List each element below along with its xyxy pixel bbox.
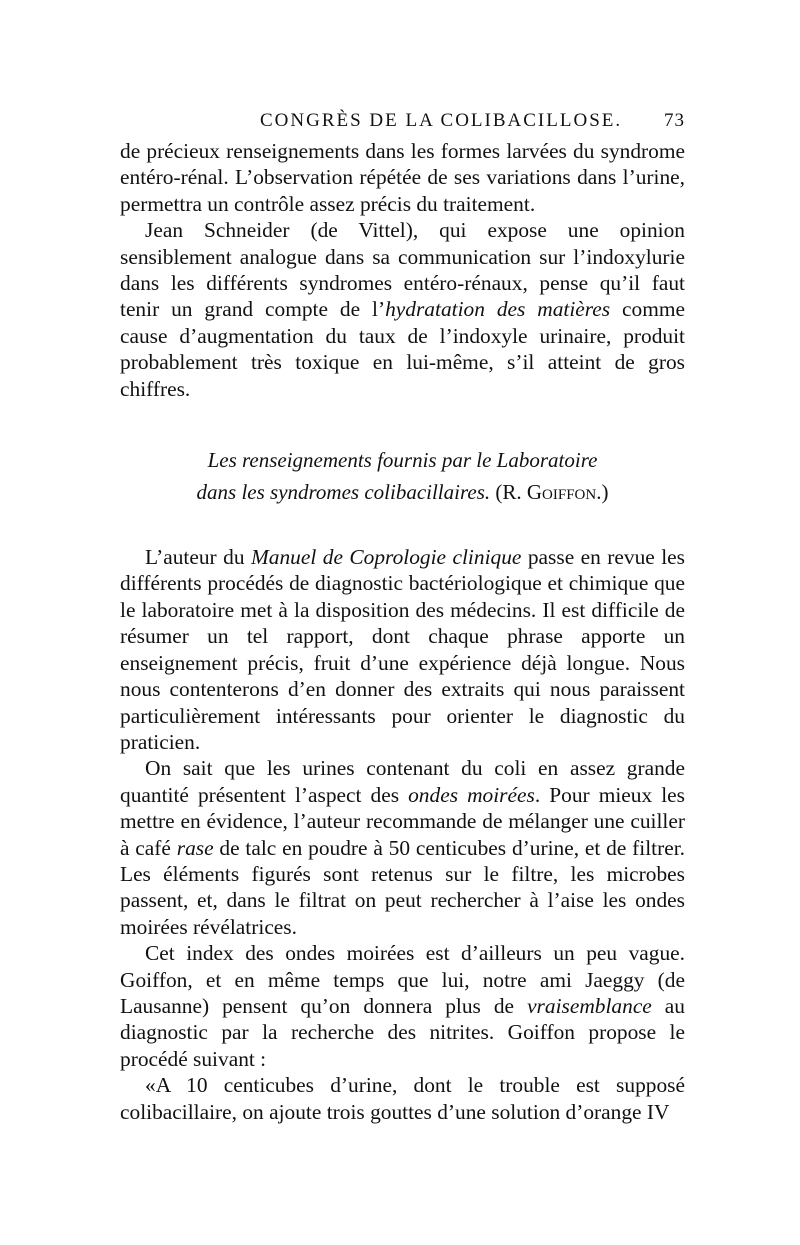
- running-header: [120, 110, 685, 138]
- section-heading-line1: Les renseignements fournis par le Laboratoire: [207, 448, 598, 473]
- running-title: CONGRÈS DE LA COLIBACILLOSE.: [260, 110, 623, 131]
- section-heading-line2: dans les syndromes colibacillaires. (R. Goiffon.): [196, 480, 609, 505]
- emphasis-ondes-moirees: ondes moirées: [408, 782, 535, 807]
- emphasis-rase: rase: [176, 835, 214, 860]
- book-page: [120, 110, 685, 1125]
- paragraph-procedure-quote: «A 10 centicubes d’urine, dont le trouble est supposé colibacillaire, on ajoute trois gouttes d’une solution d’orange IV: [120, 1073, 685, 1124]
- paragraph-continuation: de précieux renseignements dans les formes larvées du syndrome entéro-rénal. L’observation répétée de ses variations dans l’urine, permettra un contrôle assez précis du traitement.: [120, 139, 685, 216]
- section-author: (R. Goiffon.): [490, 480, 609, 505]
- emphasis-hydratation: hydratation des matières: [385, 297, 611, 322]
- paragraph-manuel: L’auteur du Manuel de Coprologie clinique passe en revue les différents procédés de diagnostic bactériologique et chimique que le laboratoire met à la disposition des médecins. Il est difficile de résumer un tel rapport, dont chaque phrase apporte un enseignement précis, fruit d’une expérience déjà longue. Nous nous contenterons d’en donner des extraits qui nous paraissent particulièrement intéressants pour orienter le diagnostic du praticien.: [120, 545, 685, 754]
- emphasis-vraisemblance: vraisemblance: [527, 993, 652, 1018]
- paragraph-ondes-moirees: On sait que les urines contenant du coli en assez grande quantité présentent l’aspect des ondes moirées. Pour mieux les mettre en évidence, l’auteur recommande de mélanger une cuiller à café rase de talc en poudre à 50 centicubes d’urine, et de filtrer. Les éléments figurés sont retenus sur le filtre, les microbes passent, et, dans le filtrat on peut rechercher à l’aise les ondes moirées révélatrices.: [120, 756, 686, 939]
- paragraph-schneider: Jean Schneider (de Vittel), qui expose une opinion sensiblement analogue dans sa communication sur l’indoxylurie dans les différents syndromes entéro-rénaux, pense qu’il faut tenir un grand compte de l’hydratation des matières comme cause d’augmentation du taux de l’indoxyle urinaire, produit probablement très toxique en lui-même, s’il atteint de gros chiffres.: [120, 218, 686, 401]
- body-text: [120, 138, 685, 1125]
- page-number: 73: [664, 110, 685, 131]
- emphasis-manuel-title: Manuel de Coprologie clinique: [250, 545, 522, 570]
- paragraph-nitrites: Cet index des ondes moirées est d’ailleurs un peu vague. Goiffon, et en même temps que lui, notre ami Jaeggy (de Lausanne) pensent qu’on donnera plus de vraisemblance au diagnostic par la recherche des nitrites. Goiffon propose le procédé suivant :: [120, 941, 685, 1071]
- section-heading: [120, 444, 685, 508]
